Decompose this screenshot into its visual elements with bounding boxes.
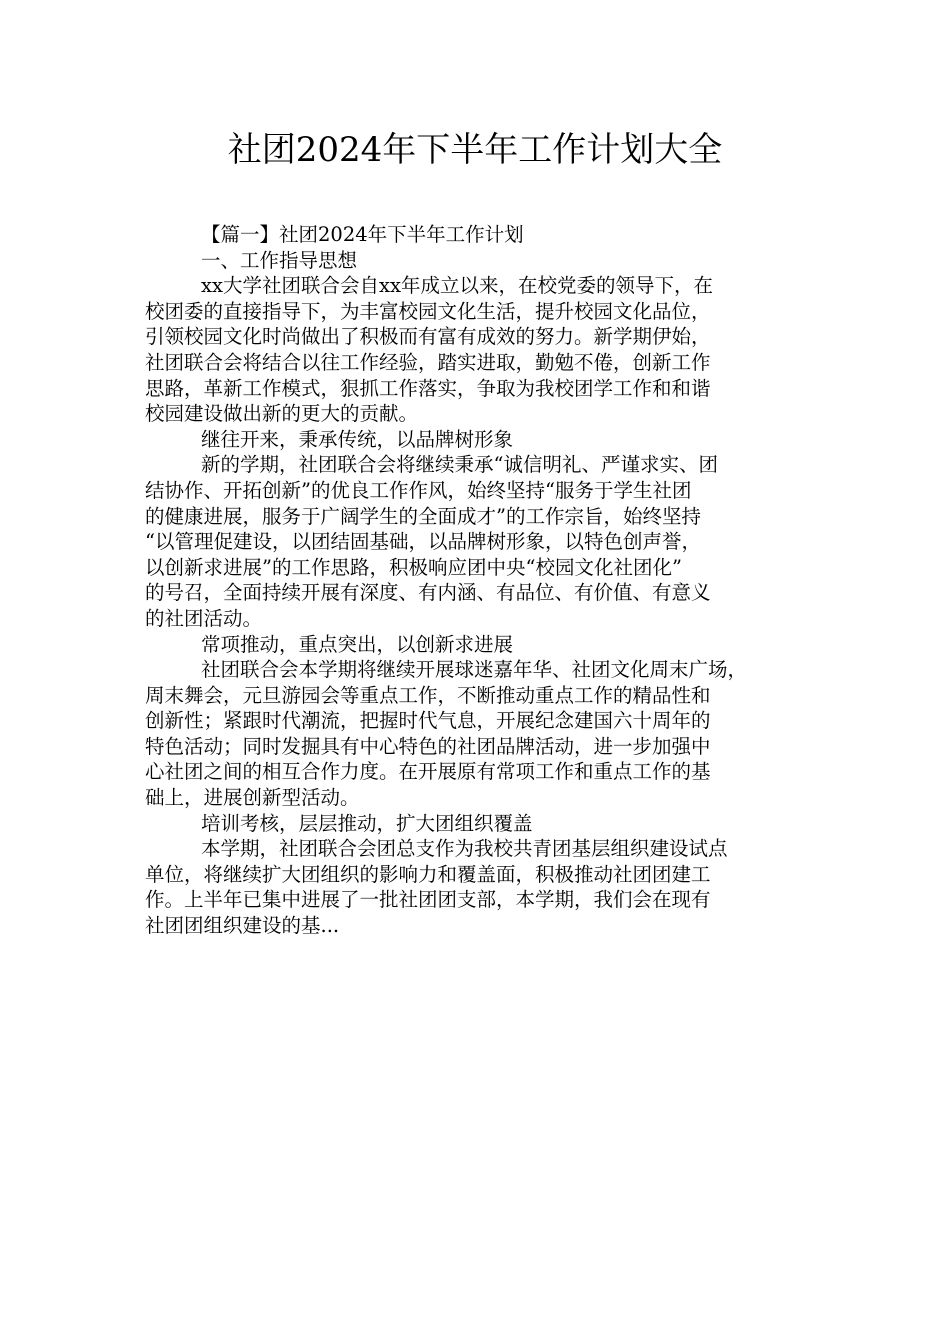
body-line: 一、工作指导思想 bbox=[201, 248, 358, 272]
body-line: 新的学期，社团联合会将继续秉承“诚信明礼、严谨求实、团 bbox=[201, 453, 718, 477]
body-line: 单位，将继续扩大团组织的影响力和覆盖面，积极推动社团团建工 bbox=[145, 862, 711, 886]
body-line: 思路，革新工作模式，狠抓工作落实，争取为我校团学工作和和谐 bbox=[145, 376, 711, 400]
body-line: 周末舞会，元旦游园会等重点工作，不断推动重点工作的精品性和 bbox=[145, 683, 711, 707]
document-title: 社团2024年下半年工作计划大全 bbox=[227, 130, 723, 170]
body-line: 社团团组织建设的基... bbox=[145, 914, 340, 938]
body-line: 校团委的直接指导下，为丰富校园文化生活，提升校园文化品位， bbox=[145, 299, 711, 323]
body-line: 的社团活动。 bbox=[145, 606, 263, 630]
body-line: 社团联合会本学期将继续开展球迷嘉年华、社团文化周末广场， bbox=[201, 658, 748, 682]
body-line: 培训考核，层层推动，扩大团组织覆盖 bbox=[201, 811, 533, 835]
body-line: 作。上半年已集中进展了一批社团团支部，本学期，我们会在现有 bbox=[145, 888, 711, 912]
body-line: 继往开来，秉承传统，以品牌树形象 bbox=[201, 427, 514, 451]
body-line: 常项推动，重点突出，以创新求进展 bbox=[201, 632, 514, 656]
body-line: 心社团之间的相互合作力度。在开展原有常项工作和重点工作的基 bbox=[145, 760, 711, 784]
body-line: 结协作、开拓创新”的优良工作作风，始终坚持“服务于学生社团 bbox=[145, 478, 692, 502]
body-line: 引领校园文化时尚做出了积极而有富有成效的努力。新学期伊始， bbox=[145, 325, 711, 349]
body-line: 特色活动；同时发掘具有中心特色的社团品牌活动，进一步加强中 bbox=[145, 734, 711, 758]
body-line: 社团联合会将结合以往工作经验，踏实进取，勤勉不倦，创新工作 bbox=[145, 350, 711, 374]
body-line: 的号召，全面持续开展有深度、有内涵、有品位、有价值、有意义 bbox=[145, 581, 711, 605]
body-line: 本学期，社团联合会团总支作为我校共青团基层组织建设试点 bbox=[201, 837, 728, 861]
body-line: 创新性；紧跟时代潮流，把握时代气息，开展纪念建国六十周年的 bbox=[145, 709, 711, 733]
body-line: 以创新求进展”的工作思路，积极响应团中央“校园文化社团化” bbox=[145, 555, 682, 579]
body-line: xx大学社团联合会自xx年成立以来，在校党委的领导下，在 bbox=[201, 274, 713, 298]
body-line: 的健康进展，服务于广阔学生的全面成才”的工作宗旨，始终坚持 bbox=[145, 504, 701, 528]
document-body bbox=[145, 222, 810, 939]
body-line: “以管理促建设，以团结固基础，以品牌树形象，以特色创声誉， bbox=[145, 530, 701, 554]
body-line: 【篇一】社团2024年下半年工作计划 bbox=[201, 223, 524, 246]
body-line: 校园建设做出新的更大的贡献。 bbox=[145, 402, 419, 426]
body-line: 础上，进展创新型活动。 bbox=[145, 786, 360, 810]
